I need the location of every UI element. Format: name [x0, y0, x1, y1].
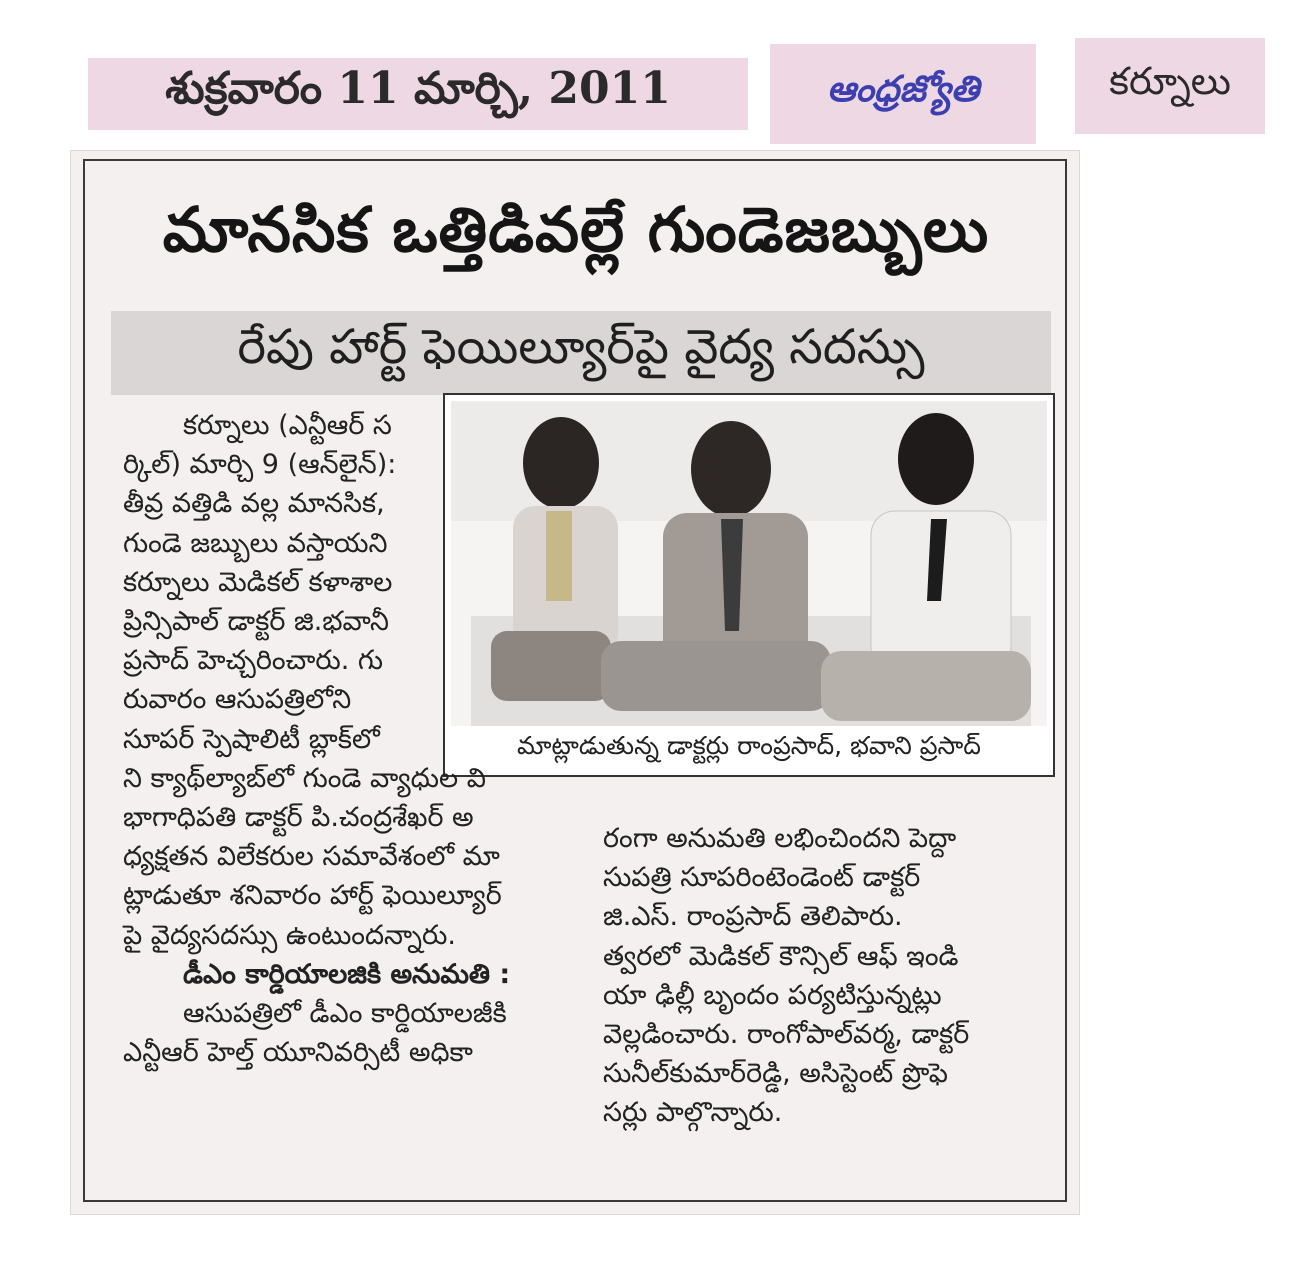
article-headline: మానసిక ఒత్తిడివల్లే గుండెజబ్బులు: [162, 193, 990, 266]
section-subheading: డీఎం కార్డియాలజికి అనుమతి :: [183, 958, 511, 990]
text-line: జి.ఎస్. రాంప్రసాద్ తెలిపారు.: [603, 901, 903, 933]
text-line: ఆసుపత్రిలో డీఎం కార్డియాలజీకి: [183, 998, 507, 1030]
article-column-right: [603, 819, 1053, 1133]
text-line: రువారం ఆసుపత్రిలోని: [123, 684, 352, 716]
text-line: ఎన్టీఆర్ హెల్త్ యూనివర్సిటీ అధికా: [123, 1037, 473, 1069]
text-line: తీవ్ర వత్తిడి వల్ల మానసిక,: [123, 488, 385, 520]
text-line: సుపత్రి సూపరింటెండెంట్ డాక్టర్: [603, 862, 921, 894]
photo-caption: మాట్లాడుతున్న డాక్టర్లు రాంప్రసాద్, భవాని ప్రసాద్: [517, 731, 981, 760]
city-label: కర్నూలు: [1075, 38, 1265, 134]
article-column-left: [123, 406, 563, 1072]
text-line: రంగా అనుమతి లభించిందని పెద్దా: [603, 823, 957, 854]
article-subheadline: రేపు హార్ట్ ఫెయిల్యూర్‌పై వైద్య సదస్సు: [111, 311, 1051, 395]
text-line: త్వరలో మెడికల్ కౌన్సిల్ ఆఫ్ ఇండి: [603, 940, 959, 972]
text-line: ధ్యక్షతన విలేకరుల సమావేశంలో మా: [123, 841, 500, 873]
newspaper-logo: ఆంధ్రజ్యోతి: [770, 44, 1036, 144]
text-line: ట్లాడుతూ శనివారం హార్ట్ ఫెయిల్యూర్: [123, 880, 502, 912]
text-line: సునీల్‌కుమార్‌రెడ్డి, అసిస్టెంట్ ప్రొఫె: [603, 1058, 948, 1090]
newspaper-clipping: [70, 150, 1080, 1215]
date-label: శుక్రవారం 11 మార్చి, 2011: [88, 58, 748, 130]
text-line: ర్కిల్) మార్చి 9 (ఆన్‌లైన్):: [123, 449, 397, 481]
text-line: వెల్లడించారు. రాంగోపాల్‌వర్మ, డాక్టర్: [603, 1019, 970, 1051]
text-line: యా ఢిల్లీ బృందం పర్యటిస్తున్నట్లు: [603, 979, 942, 1011]
text-line: భాగాధిపతి డాక్టర్ పి.చంద్రశేఖర్ అ: [123, 802, 474, 834]
text-line: ప్రిన్సిపాల్ డాక్టర్ జి.భవానీ: [123, 606, 389, 638]
text-line: ప్రసాద్ హెచ్చరించారు. గు: [123, 645, 383, 677]
text-line: గుండె జబ్బులు వస్తాయని: [123, 527, 388, 559]
text-line: పై వైద్యసదస్సు ఉంటుందన్నారు.: [123, 919, 456, 951]
text-line: కర్నూలు మెడికల్ కళాశాల: [123, 566, 393, 598]
text-line: కర్నూలు (ఎన్టీఆర్ స: [183, 410, 392, 441]
text-line: ని క్యాథ్‌ల్యాబ్‌లో గుండె వ్యాధుల వి: [123, 762, 486, 794]
text-line: సూపర్ స్పెషాలిటీ బ్లాక్‌లో: [123, 723, 380, 755]
text-line: సర్లు పాల్గొన్నారు.: [603, 1097, 783, 1129]
